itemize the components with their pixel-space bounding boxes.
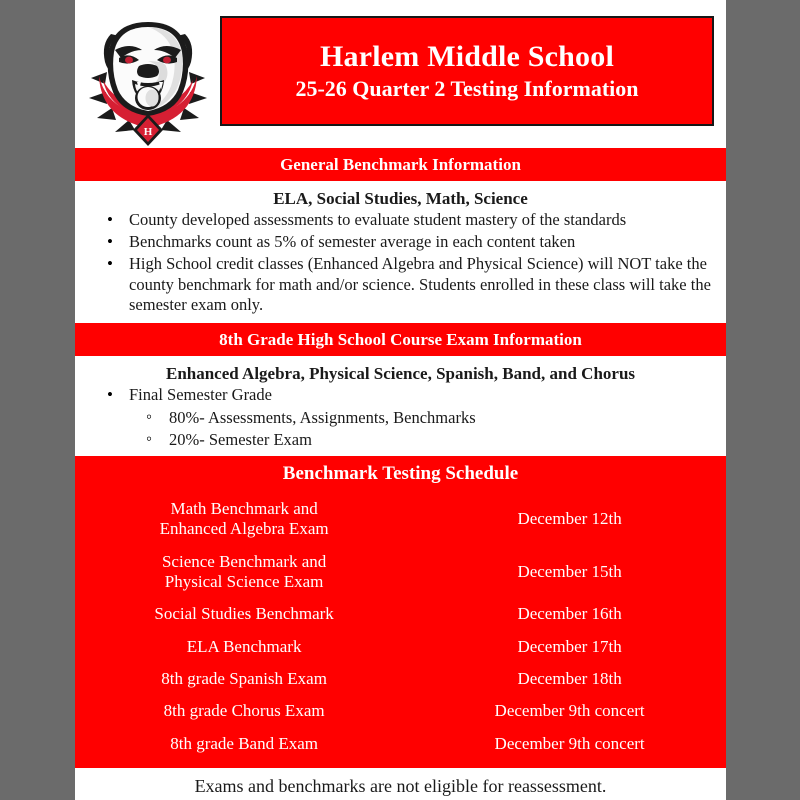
section-body-hs-course [75, 356, 726, 456]
section-bar-hs-course: 8th Grade High School Course Exam Information [75, 323, 726, 356]
svg-text:H: H [143, 126, 152, 138]
schedule-event: Math Benchmark and Enhanced Algebra Exam [159, 498, 329, 539]
flyer-page [75, 0, 726, 800]
list-item: • High School credit classes (Enhanced Algebra and Physical Science) will NOT take the county benchmark for math and/or science. Students enrolled in these class will take the semester exam only. [89, 254, 712, 316]
school-name: Harlem Middle School [320, 40, 614, 74]
schedule-date: December 12th [517, 508, 622, 528]
logo-container [75, 4, 220, 146]
footer-note: Exams and benchmarks are not eligible for reassessment. [75, 768, 726, 798]
schedule-date: December 15th [517, 561, 622, 581]
table-row [75, 663, 726, 695]
general-bullet-list [89, 210, 712, 316]
flyer-subtitle: 25-26 Quarter 2 Testing Information [295, 75, 639, 101]
schedule-event: 8th grade Spanish Exam [161, 669, 327, 689]
schedule-event: ELA Benchmark [186, 636, 302, 656]
section-body-general [75, 181, 726, 323]
list-item: ◦ 20%- Semester Exam [89, 429, 712, 450]
table-row [75, 493, 726, 546]
list-item: • Final Semester Grade [89, 385, 712, 406]
schedule-date: December 16th [517, 604, 622, 624]
bulldog-mascot-logo-icon [85, 6, 211, 146]
schedule-date: December 9th concert [494, 733, 645, 753]
section-bar-general: General Benchmark Information [75, 148, 726, 181]
schedule-event: Social Studies Benchmark [154, 604, 334, 624]
schedule-date: December 18th [517, 669, 622, 689]
table-row [75, 598, 726, 630]
schedule-table [75, 493, 726, 761]
hs-course-bullet-list [89, 385, 712, 406]
general-subjects-heading: ELA, Social Studies, Math, Science [273, 189, 528, 208]
schedule-title: Benchmark Testing Schedule [282, 463, 519, 485]
table-row [75, 695, 726, 727]
table-row [75, 631, 726, 663]
list-item: • County developed assessments to evaluate student mastery of the standards [89, 210, 712, 231]
title-box [220, 16, 714, 126]
schedule-date: December 17th [517, 636, 622, 656]
schedule-event: 8th grade Band Exam [170, 733, 318, 753]
flyer-header [75, 0, 726, 148]
schedule-event: Science Benchmark and Physical Science Exam [161, 551, 327, 591]
hs-course-subbullet-list [89, 407, 712, 450]
list-item: • Benchmarks count as 5% of semester average in each content taken [89, 232, 712, 253]
table-row [75, 546, 726, 599]
hs-course-subjects-heading: Enhanced Algebra, Physical Science, Spanish, Band, and Chorus [165, 364, 636, 384]
list-item: ◦ 80%- Assessments, Assignments, Benchmarks [89, 407, 712, 428]
benchmark-testing-schedule [75, 456, 726, 768]
schedule-event: 8th grade Chorus Exam [163, 701, 325, 721]
schedule-date: December 9th concert [494, 701, 645, 721]
table-row [75, 728, 726, 760]
